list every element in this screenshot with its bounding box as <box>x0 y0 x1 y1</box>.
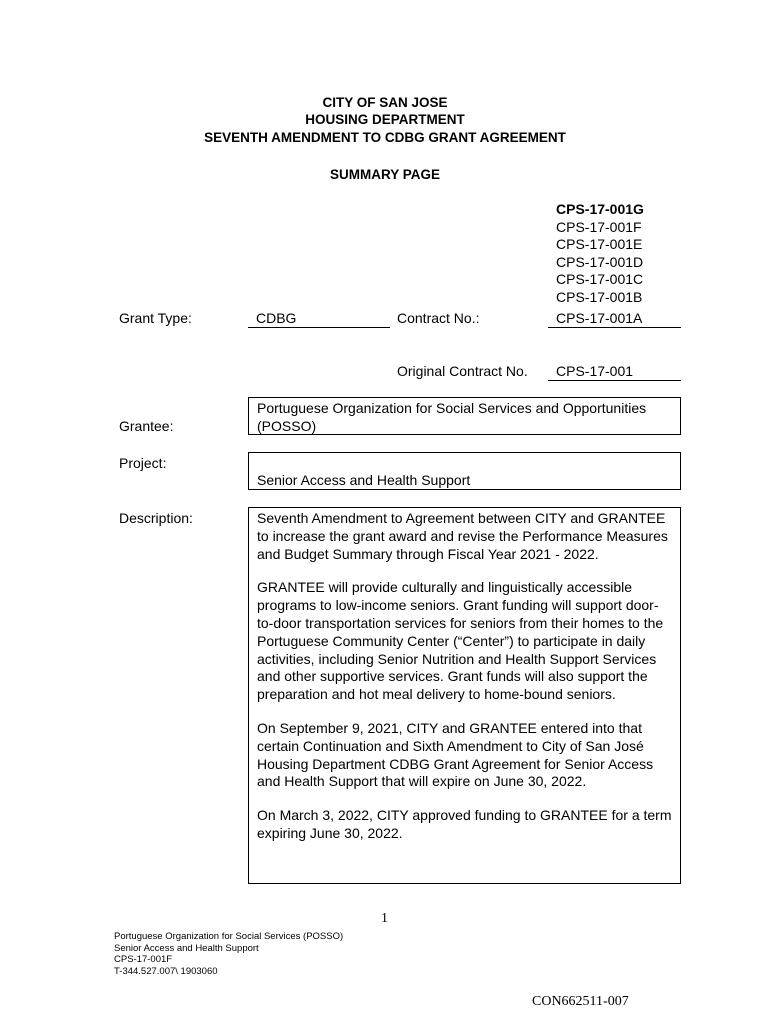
grantee-field <box>248 397 681 435</box>
contract-numbers <box>556 201 644 307</box>
summary-page-title: SUMMARY PAGE <box>329 167 440 182</box>
description-paragraph-4: On March 3, 2022, CITY approved funding to GRANTEE for a term expiring June 30, 2022. <box>257 807 672 841</box>
footer <box>114 931 343 977</box>
contract-previous-5: CPS-17-001B <box>556 288 643 305</box>
contract-no-value: CPS-17-001A <box>548 309 681 328</box>
header-agreement-title: SEVENTH AMENDMENT TO CDBG GRANT AGREEMENT <box>204 130 566 145</box>
original-contract-label: Original Contract No. <box>397 363 528 379</box>
contract-no-label: Contract No.: <box>397 310 480 326</box>
contract-previous-3: CPS-17-001D <box>556 253 644 270</box>
grantee-value: Portuguese Organization for Social Services and Opportunities (POSSO) <box>257 400 647 434</box>
page-number: 1 <box>381 911 388 926</box>
original-contract-value: CPS-17-001 <box>548 362 681 381</box>
project-field <box>248 452 681 490</box>
description-paragraph-1: Seventh Amendment to Agreement between CITY and GRANTEE to increase the grant award and revise the Performance Measures and Budget Summary through Fiscal Year 2021 - 2022. <box>257 510 668 562</box>
footer-project: Senior Access and Health Support <box>114 942 259 954</box>
header-department: HOUSING DEPARTMENT <box>305 112 465 127</box>
contract-previous-1: CPS-17-001F <box>556 218 642 235</box>
footer-organization: Portuguese Organization for Social Services (POSSO) <box>114 931 344 942</box>
description-paragraph-3: On September 9, 2021, CITY and GRANTEE entered into that certain Continuation and Sixth Amendment to City of San José Housing Department CDBG Grant Agreement for Senior Access and Health Support that will expire on June 30, 2022. <box>257 719 654 790</box>
description-field <box>248 507 681 884</box>
grant-type-label: Grant Type: <box>119 310 192 326</box>
grantee-label: Grantee: <box>119 418 174 434</box>
description-paragraph-2: GRANTEE will provide culturally and linguistically accessible programs to low-income seniors. Grant funding will support door-to-door transportation services for seniors from their homes to the Portuguese Community Center (“Center”) to participate in daily activities, including Senior Nutrition and Health Support Services and other supportive services. Grant funds will also support the preparation and hot meal delivery to home-bound seniors. <box>257 579 664 703</box>
document-id: CON662511-007 <box>532 994 629 1009</box>
header-city: CITY OF SAN JOSE <box>322 95 448 110</box>
footer-reference: T-344.527.007\ 1903060 <box>114 965 218 977</box>
footer-contract: CPS-17-001F <box>114 954 173 965</box>
contract-current: CPS-17-001G <box>556 201 644 217</box>
contract-previous-4: CPS-17-001C <box>556 271 644 288</box>
grant-type-value: CDBG <box>248 309 390 328</box>
description-label: Description: <box>119 510 193 526</box>
project-label: Project: <box>119 455 167 471</box>
contract-previous-2: CPS-17-001E <box>556 236 643 253</box>
project-value: Senior Access and Health Support <box>257 472 471 488</box>
